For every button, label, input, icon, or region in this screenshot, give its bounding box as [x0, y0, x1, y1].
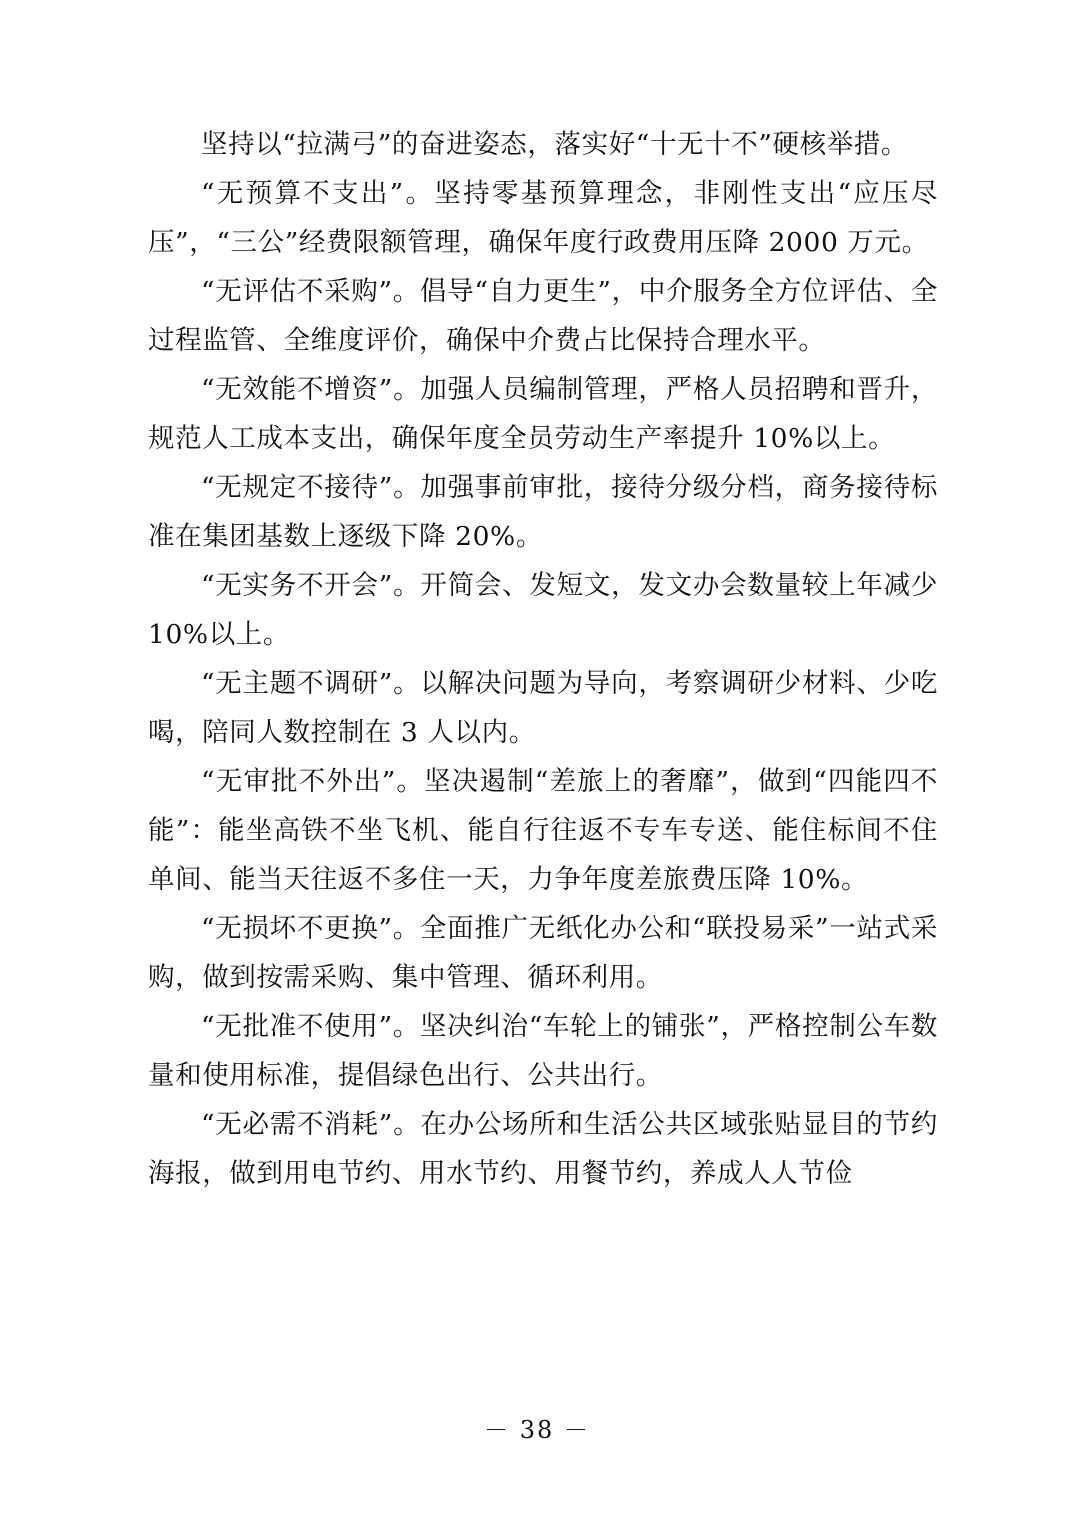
- document-body: [148, 120, 938, 1198]
- paragraph: “无评估不采购”。倡导“自力更生”，中介服务全方位评估、全过程监管、全维度评价，确保中介费占比保持合理水平。: [148, 276, 938, 356]
- paragraph: “无主题不调研”。以解决问题为导向，考察调研少材料、少吃喝，陪同人数控制在 3 人以内。: [148, 668, 938, 748]
- paragraph: “无审批不外出”。坚决遏制“差旅上的奢靡”，做到“四能四不能”：能坐高铁不坐飞机、能自行往返不专车专送、能住标间不住单间、能当天往返不多住一天，力争年度差旅费压降 10%。: [148, 766, 938, 895]
- paragraph: “无批准不使用”。坚决纠治“车轮上的铺张”，严格控制公车数量和使用标准，提倡绿色出行、公共出行。: [148, 1011, 938, 1091]
- page-number: － 38 －: [484, 1416, 590, 1444]
- paragraph: “无实务不开会”。开简会、发短文，发文办会数量较上年减少 10%以上。: [148, 570, 938, 650]
- paragraph: 坚持以“拉满弓”的奋进姿态，落实好“十无十不”硬核举措。: [201, 129, 908, 160]
- paragraph: “无规定不接待”。加强事前审批，接待分级分档，商务接待标准在集团基数上逐级下降 20%。: [148, 472, 938, 552]
- paragraph: “无损坏不更换”。全面推广无纸化办公和“联投易采”一站式采购，做到按需采购、集中管理、循环利用。: [148, 913, 938, 993]
- paragraph: “无必需不消耗”。在办公场所和生活公共区域张贴显目的节约海报，做到用电节约、用水节约、用餐节约，养成人人节俭: [148, 1109, 938, 1189]
- paragraph: “无效能不增资”。加强人员编制管理，严格人员招聘和晋升，规范人工成本支出，确保年度全员劳动生产率提升 10%以上。: [148, 374, 938, 454]
- paragraph: “无预算不支出”。坚持零基预算理念，非刚性支出“应压尽压”，“三公”经费限额管理，确保年度行政费用压降 2000 万元。: [148, 178, 938, 258]
